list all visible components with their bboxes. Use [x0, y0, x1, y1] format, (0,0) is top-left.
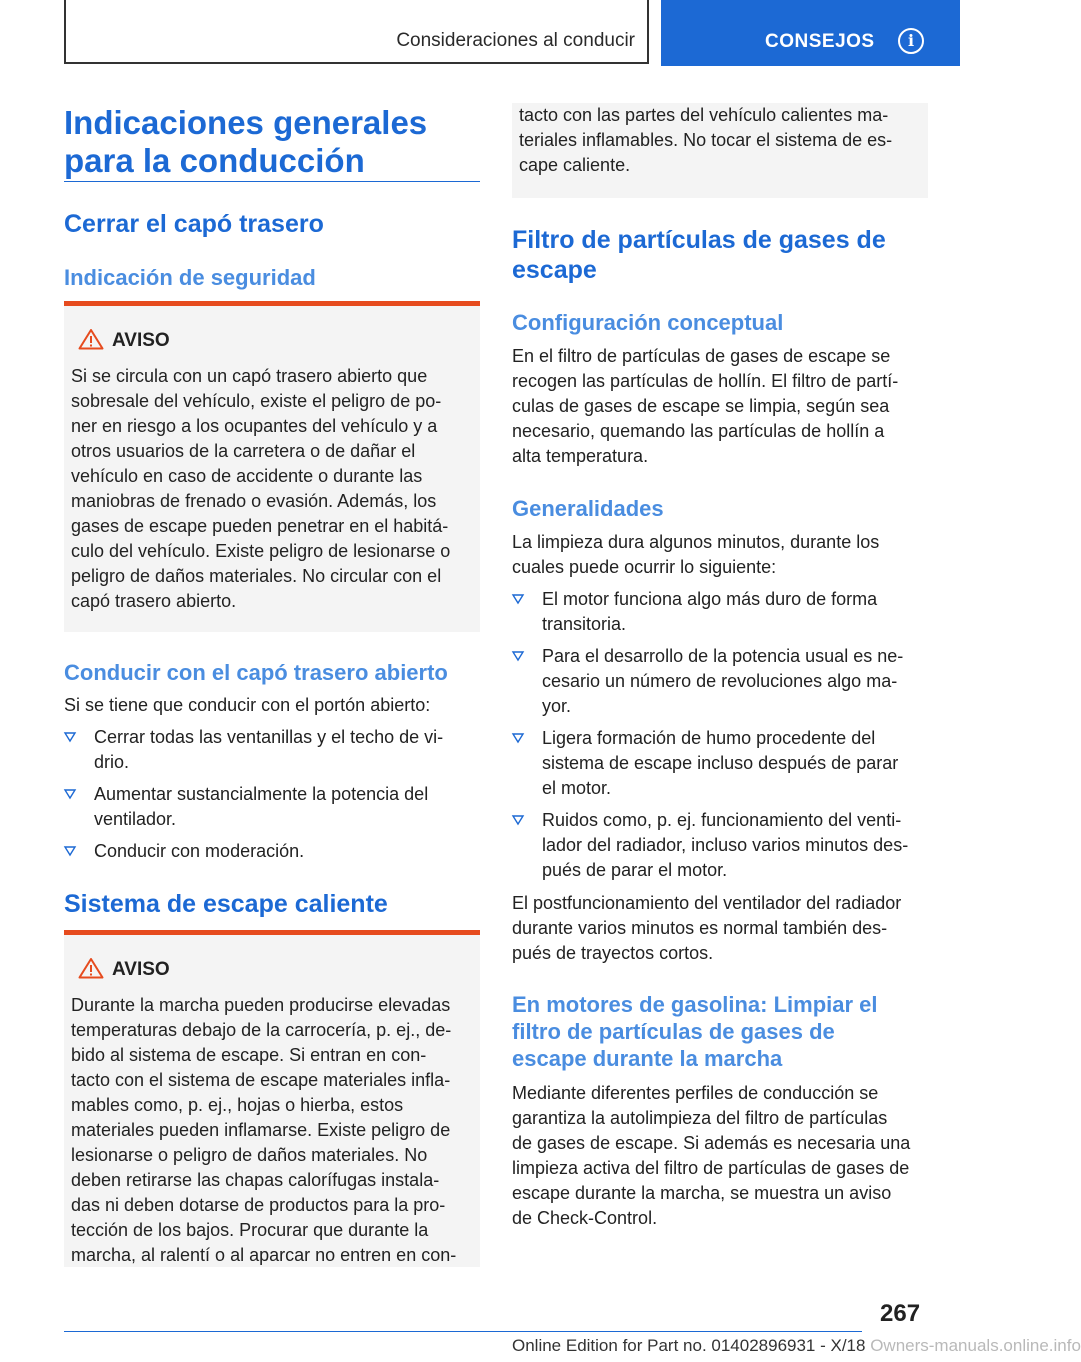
- text-line: temperaturas debajo de la carrocería, p. ej., de-: [71, 1020, 452, 1040]
- text-line: das ni deben dotarse de productos para la pro-: [71, 1195, 446, 1215]
- text-line: tacto con el sistema de escape materiales infla-: [71, 1070, 451, 1090]
- list-item: [64, 782, 480, 832]
- text-line: recogen las partículas de hollín. El filtro de partí-: [512, 371, 899, 391]
- text-line: garantiza la autolimpieza del filtro de partículas: [512, 1108, 888, 1128]
- text-line: La limpieza dura algunos minutos, durante los: [512, 532, 880, 552]
- list-item-line: cesario un número de revoluciones algo ma-: [542, 671, 898, 691]
- text-line: limpieza activa del filtro de partículas de gases de: [512, 1158, 910, 1178]
- warning-title: AVISO: [112, 330, 170, 351]
- list-item-line: yor.: [542, 696, 572, 716]
- text-line: pués de trayectos cortos.: [512, 943, 714, 963]
- heading-line: escape: [512, 256, 597, 284]
- heading-hot-exhaust: Sistema de escape caliente: [64, 890, 388, 918]
- text-line: tacto con las partes del vehículo calientes ma-: [519, 105, 889, 125]
- driving-intro: Si se tiene que conducir con el portón abierto:: [64, 695, 431, 715]
- warning-text: [71, 364, 473, 614]
- heading-generalities: Generalidades: [512, 496, 664, 521]
- warning-triangle-icon: [78, 957, 104, 979]
- general-paragraph: [512, 530, 879, 580]
- title-rule: [64, 181, 480, 182]
- text-line: sobresale del vehículo, existe el peligro de po-: [71, 391, 442, 411]
- heading-line: Filtro de partículas de gases de: [512, 226, 886, 254]
- general-list: [512, 587, 928, 890]
- list-item: [512, 726, 928, 801]
- list-item-line: Ruidos como, p. ej. funcionamiento del venti-: [542, 810, 902, 830]
- text-line: bido al sistema de escape. Si entran en con-: [71, 1045, 427, 1065]
- text-line: cape caliente.: [519, 155, 631, 175]
- text-line: alta temperatura.: [512, 446, 649, 466]
- info-icon: i: [898, 28, 924, 54]
- text-line: Durante la marcha pueden producirse elevadas: [71, 995, 451, 1015]
- list-item: [512, 808, 928, 883]
- gasoline-paragraph: [512, 1081, 910, 1231]
- list-item: [512, 644, 928, 719]
- header-section-title: Consideraciones al conducir: [396, 30, 635, 51]
- driving-list: [64, 725, 480, 871]
- text-line: materiales pueden inflamarse. Existe peligro de: [71, 1120, 451, 1140]
- footer-rule: [64, 1331, 862, 1332]
- list-item-line: ventilador.: [94, 809, 177, 829]
- text-line: durante varios minutos es normal también des-: [512, 918, 888, 938]
- heading-conceptual-config: Configuración conceptual: [512, 310, 784, 335]
- text-line: culas de gases de escape se limpia, según sea: [512, 396, 890, 416]
- text-line: de gases de escape. Si además es necesaria una: [512, 1133, 911, 1153]
- heading-safety-note: Indicación de seguridad: [64, 265, 316, 290]
- triangle-bullet-icon: [64, 732, 76, 742]
- text-line: otros usuarios de la carretera o de dañar el: [71, 441, 416, 461]
- list-item-line: drio.: [94, 752, 130, 772]
- text-line: culo del vehículo. Existe peligro de lesionarse o: [71, 541, 451, 561]
- text-line: maniobras de frenado o evasión. Además, los: [71, 491, 437, 511]
- text-line: marcha, al ralentí o al aparcar no entren en con-: [71, 1245, 457, 1265]
- text-line: tección de los bajos. Procurar que durante la: [71, 1220, 429, 1240]
- triangle-bullet-icon: [512, 594, 524, 604]
- heading-line: escape durante la marcha: [512, 1046, 783, 1071]
- heading-gasoline-engines: [512, 991, 878, 1072]
- triangle-bullet-icon: [64, 789, 76, 799]
- page-title: [64, 104, 427, 180]
- heading-close-hood: Cerrar el capó trasero: [64, 210, 324, 238]
- footer-text: [512, 1336, 1081, 1356]
- text-line: En el filtro de partículas de gases de escape se: [512, 346, 891, 366]
- warning-text: [71, 993, 473, 1268]
- text-line: escape durante la marcha, se muestra un aviso: [512, 1183, 892, 1203]
- list-item-line: Para el desarrollo de la potencia usual es ne-: [542, 646, 904, 666]
- text-line: deben retirarse las chapas calorífugas instala-: [71, 1170, 440, 1190]
- list-item-line: Conducir con moderación.: [94, 841, 305, 861]
- triangle-bullet-icon: [512, 733, 524, 743]
- text-line: necesario, quemando las partículas de hollín a: [512, 421, 885, 441]
- page-title-line-1: Indicaciones generales: [64, 104, 428, 141]
- warning-text: [519, 103, 921, 178]
- page-number: 267: [880, 1300, 921, 1327]
- text-line: Mediante diferentes perfiles de conducción se: [512, 1083, 879, 1103]
- list-item-line: Ligera formación de humo procedente del: [542, 728, 876, 748]
- text-line: peligro de daños materiales. No circular con el: [71, 566, 442, 586]
- list-item: [512, 587, 928, 637]
- footer-watermark: Owners-manuals.online.info: [870, 1336, 1081, 1355]
- heading-line: filtro de partículas de gases de: [512, 1019, 835, 1044]
- list-item-line: El motor funciona algo más duro de forma: [542, 589, 878, 609]
- header-tab-consejos[interactable]: [661, 0, 960, 66]
- warning-triangle-icon: [78, 328, 104, 350]
- text-line: lesionarse o peligro de daños materiales. No: [71, 1145, 428, 1165]
- heading-line: En motores de gasolina: Limpiar el: [512, 992, 878, 1017]
- concept-paragraph: [512, 344, 898, 469]
- warning-title: AVISO: [112, 959, 170, 980]
- text-line: gases de escape pueden penetrar en el habitá-: [71, 516, 449, 536]
- text-line: El postfuncionamiento del ventilador del radiador: [512, 893, 902, 913]
- list-item-line: Aumentar sustancialmente la potencia del: [94, 784, 429, 804]
- text-line: teriales inflamables. No tocar el sistema de es-: [519, 130, 893, 150]
- list-item-line: pués de parar el motor.: [542, 860, 728, 880]
- list-item-line: lador del radiador, incluso varios minutos des-: [542, 835, 909, 855]
- list-item-line: el motor.: [542, 778, 612, 798]
- text-line: ner en riesgo a los ocupantes del vehículo y a: [71, 416, 438, 436]
- heading-driving-open-hood: Conducir con el capó trasero abierto: [64, 660, 448, 685]
- list-item-line: transitoria.: [542, 614, 627, 634]
- list-item-line: sistema de escape incluso después de parar: [542, 753, 899, 773]
- footer-edition: Online Edition for Part no. 01402896931 - X/18: [512, 1336, 866, 1355]
- warning-box-hood: [64, 301, 480, 632]
- list-item: [64, 839, 480, 864]
- header-section-box: [64, 0, 649, 64]
- text-line: cuales puede ocurrir lo siguiente:: [512, 557, 777, 577]
- text-line: capó trasero abierto.: [71, 591, 237, 611]
- triangle-bullet-icon: [512, 815, 524, 825]
- list-item-line: Cerrar todas las ventanillas y el techo de vi-: [94, 727, 444, 747]
- triangle-bullet-icon: [64, 846, 76, 856]
- text-line: mables como, p. ej., hojas o hierba, estos: [71, 1095, 404, 1115]
- heading-particle-filter: [512, 225, 886, 285]
- list-item: [64, 725, 480, 775]
- triangle-bullet-icon: [512, 651, 524, 661]
- text-line: vehículo en caso de accidente o durante las: [71, 466, 423, 486]
- warning-box-continued: [512, 103, 928, 198]
- page-title-line-2: para la conducción: [64, 142, 365, 179]
- after-run-paragraph: [512, 891, 901, 966]
- header-tab-label: CONSEJOS: [765, 31, 875, 52]
- text-line: Si se circula con un capó trasero abierto que: [71, 366, 428, 386]
- warning-box-exhaust: [64, 930, 480, 1267]
- text-line: de Check-Control.: [512, 1208, 658, 1228]
